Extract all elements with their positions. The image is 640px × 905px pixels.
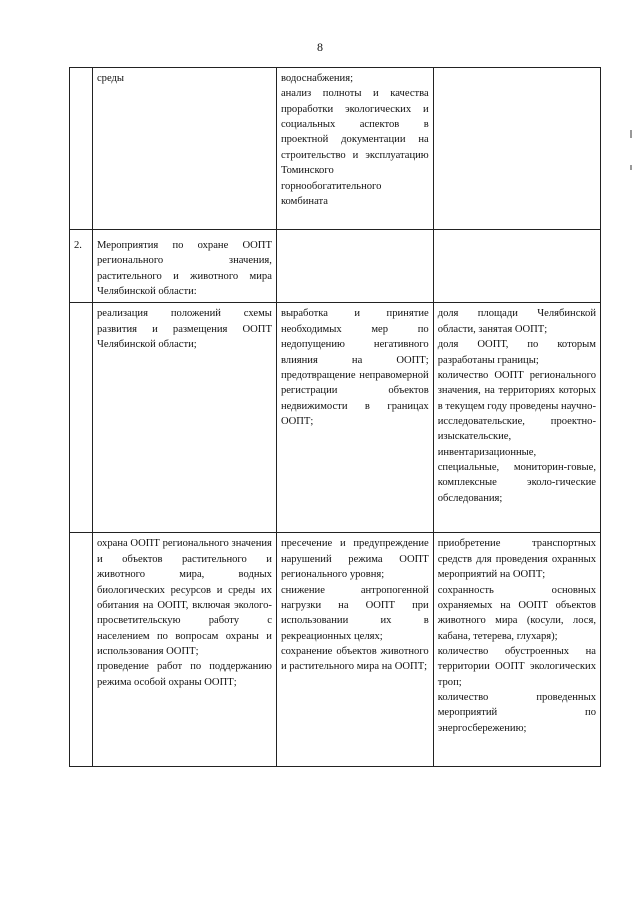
objective-text: выработка и принятие необходимых мер по недопущению негативного влияния на ООПТ; предотвращение неправомерной регистрации объектов недвижимости в границах ООПТ; bbox=[280, 308, 429, 427]
page-number: 8 bbox=[317, 40, 323, 54]
indicator-cell bbox=[433, 533, 600, 767]
row-number-cell bbox=[70, 303, 93, 533]
row-number-cell bbox=[70, 68, 93, 230]
activity-text: среды bbox=[96, 73, 125, 84]
indicator-text: приобретение транспортных средств для проведения охранных мероприятий на ООПТ; сохранность основных охраняемых на ООПТ объектов животного мира (косули, лося, кабана, тетерева, глухаря); количество обустроенных на территории ООПТ экологических троп; количество проведенных мероприятий по энергосбережению; bbox=[437, 538, 596, 734]
activity-text: охрана ООПТ регионального значения и объектов растительного и животного мира, водных биологических ресурсов и среды их обитания на ООПТ, включая эколого-просветительскую работу с населением по вопросам охраны и использования ООПТ; проведение работ по поддержанию режима особой охраны ООПТ; bbox=[96, 538, 272, 688]
document-table bbox=[69, 67, 601, 767]
indicator-text: доля площади Челябинской области, занятая ООПТ; доля ООПТ, по которым разработаны границы; количество ООПТ регионального значения, на территориях которых в текущем году проведены научно-исследовательские, проектно-изыскательские, инвентаризационные, специальные, мониторин-говые, комплексные эколо-гические обследования; bbox=[437, 308, 596, 504]
section-heading-cell bbox=[92, 230, 276, 303]
table-row bbox=[70, 533, 601, 767]
indicator-cell bbox=[433, 68, 600, 230]
activity-cell bbox=[92, 533, 276, 767]
table-row-section bbox=[70, 230, 601, 303]
scan-artifact bbox=[630, 130, 632, 138]
objective-cell bbox=[276, 533, 433, 767]
table-row bbox=[70, 303, 601, 533]
row-number-cell: 2. bbox=[70, 230, 93, 303]
objective-cell bbox=[276, 230, 433, 303]
objective-text: водоснабжения; анализ полноты и качества проработки экологических и социальных аспектов в проектной документации на строительство и эксплуатацию Томинского горнообогатительного комбината bbox=[280, 73, 429, 207]
activity-text: реализация положений схемы развития и размещения ООПТ Челябинской области; bbox=[96, 308, 272, 351]
section-heading-text: Мероприятия по охране ООПТ регионального значения, растительного и животного мира Челябинской области: bbox=[96, 240, 272, 298]
activity-cell bbox=[92, 68, 276, 230]
objective-cell bbox=[276, 303, 433, 533]
table-row bbox=[70, 68, 601, 230]
indicator-cell bbox=[433, 230, 600, 303]
objective-text: пресечение и предупреждение нарушений режима ООПТ регионального уровня; снижение антропогенной нагрузки на ООПТ при использовании их в рекреационных целях; сохранение объектов животного и растительного мира на ООПТ; bbox=[280, 538, 429, 673]
objective-cell bbox=[276, 68, 433, 230]
indicator-cell bbox=[433, 303, 600, 533]
scan-artifact bbox=[630, 165, 632, 170]
row-number-cell bbox=[70, 533, 93, 767]
activity-cell bbox=[92, 303, 276, 533]
